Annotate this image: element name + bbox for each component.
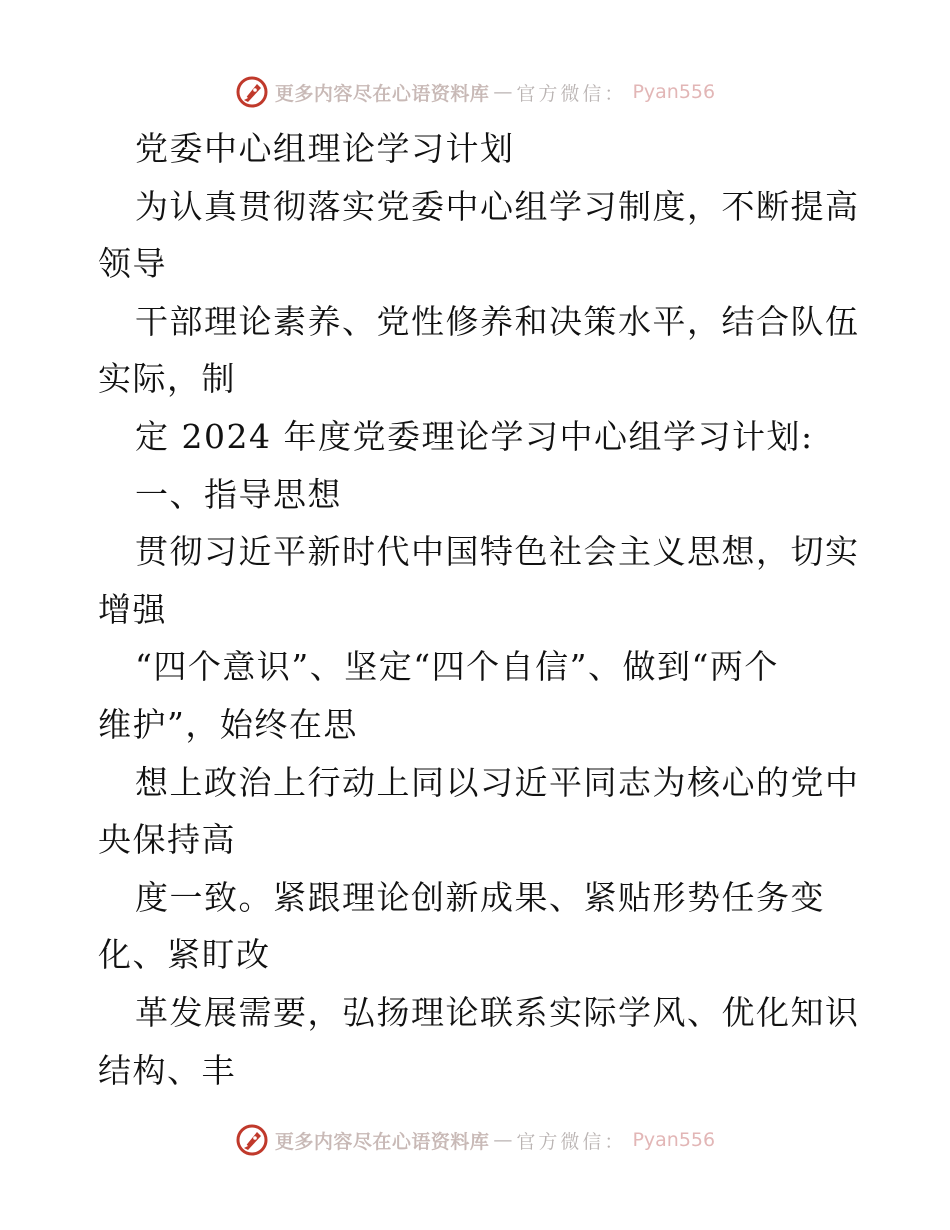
doc-line: 领导 bbox=[98, 244, 167, 284]
watermark-official: 官方微信： bbox=[516, 82, 627, 105]
doc-line: 维护”，始终在思 bbox=[98, 704, 358, 744]
watermark-official: 官方微信： bbox=[516, 1130, 627, 1153]
watermark-dash: — bbox=[493, 1129, 513, 1151]
pen-nib-logo-icon bbox=[235, 1123, 269, 1157]
doc-line: 增强 bbox=[98, 589, 167, 629]
doc-line: “四个意识”、坚定“四个自信”、做到“两个 bbox=[135, 647, 779, 687]
watermark-text: 更多内容尽在心语资料库 bbox=[274, 82, 490, 105]
section-heading: 一、指导思想 bbox=[135, 474, 342, 514]
doc-line: 贯彻习近平新时代中国特色社会主义思想，切实 bbox=[135, 532, 860, 572]
doc-line: 干部理论素养、党性修养和决策水平，结合队伍 bbox=[135, 301, 860, 341]
watermark-id: Pyan556 bbox=[632, 81, 716, 103]
doc-line: 度一致。紧跟理论创新成果、紧贴形势任务变 bbox=[135, 877, 825, 917]
doc-line: 定 2024 年度党委理论学习中心组学习计划: bbox=[135, 416, 814, 456]
watermark-text: 更多内容尽在心语资料库 bbox=[274, 1130, 490, 1153]
header-watermark bbox=[0, 72, 950, 112]
doc-line: 为认真贯彻落实党委中心组学习制度，不断提高 bbox=[135, 186, 860, 226]
watermark-id: Pyan556 bbox=[632, 1129, 716, 1151]
doc-line: 化、紧盯改 bbox=[98, 935, 271, 975]
doc-title: 党委中心组理论学习计划 bbox=[135, 129, 515, 168]
pen-nib-logo-icon bbox=[235, 75, 269, 109]
doc-line: 央保持高 bbox=[98, 820, 236, 860]
doc-line: 结构、丰 bbox=[98, 1050, 236, 1090]
doc-line: 想上政治上行动上同以习近平同志为核心的党中 bbox=[135, 762, 860, 802]
doc-line: 革发展需要，弘扬理论联系实际学风、优化知识 bbox=[135, 992, 860, 1032]
document-body bbox=[98, 120, 858, 1099]
watermark-dash: — bbox=[493, 81, 513, 103]
doc-line: 实际，制 bbox=[98, 359, 236, 399]
footer-watermark bbox=[0, 1120, 950, 1160]
